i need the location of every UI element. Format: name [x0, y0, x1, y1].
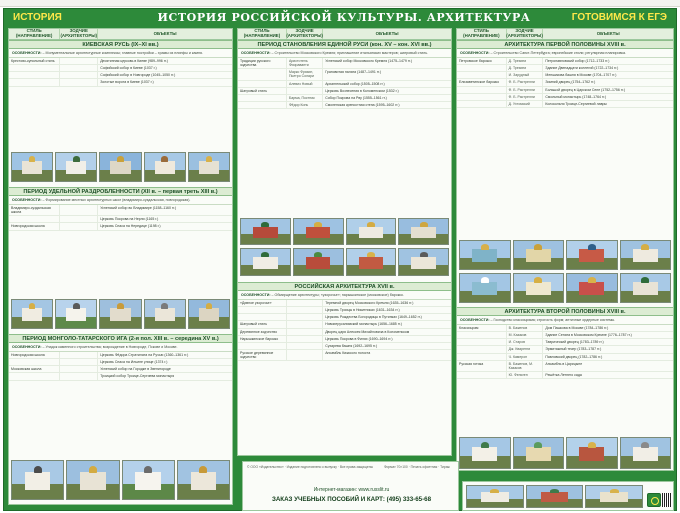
section-features: ОСОБЕННОСТИ: – Строительство Санкт-Петербурга; европейские стили; регулярная планировка. — [457, 49, 673, 58]
table-row: Владимиро-суздальская школа Успенский собор во Владимире (1158–1160 гг.) — [9, 205, 232, 216]
section-rows — [9, 352, 232, 380]
architecture-photo — [11, 299, 53, 329]
architecture-photo — [11, 460, 64, 500]
section-title: РОССИЙСКАЯ АРХИТЕКТУРА XVII в. — [238, 282, 451, 291]
section-rows — [457, 58, 673, 108]
architecture-photo — [398, 218, 449, 245]
section-title: ПЕРИОД СТАНОВЛЕНИЯ ЕДИНОЙ РУСИ (кон. XV – кон. XVI вв.) — [238, 40, 451, 49]
architecture-photo — [122, 460, 175, 500]
architecture-photo — [346, 218, 397, 245]
architecture-photo — [177, 460, 230, 500]
column-architect-label: ЗОДЧИЕ (АРХИТЕКТОРЫ) — [506, 28, 543, 38]
table-row: Д. Трезини Здание Двенадцати коллегий (1722–1734 гг.) — [457, 65, 673, 72]
column-style-label: СТИЛЬ (НАПРАВЛЕНИЕ) — [238, 29, 287, 39]
architecture-photo — [459, 437, 511, 469]
table-row: Сухарева башня (1692–1695 гг.) — [238, 343, 451, 350]
section-features: ОСОБЕННОСТИ: – Господство классицизма; строгость форм; античные ордерные системы. — [457, 316, 673, 325]
architecture-photo — [566, 240, 618, 270]
architecture-photo — [513, 437, 565, 469]
section-features: ОСОБЕННОСТИ: – Строительство Московского Кремля; приглашение итальянских мастеров; шатровый стиль. — [238, 49, 451, 58]
architecture-photo — [240, 248, 291, 276]
table-row: Русская готика В. Баженов, М. Казаков Ансамбль в Царицыне — [457, 361, 673, 372]
table-row: Ю. Фельтен Решётка Летнего сада — [457, 372, 673, 379]
table-row: Петровское барокко Д. Трезини Петропавловский собор (1712–1733 гг.) — [457, 58, 673, 65]
architecture-photo — [513, 273, 565, 303]
section-features: ОСОБЕННОСТИ: – Монументальные архитектурные комплексы; главные постройки – храмы из плинфы и камня. — [9, 49, 232, 58]
section-udel — [9, 187, 232, 332]
table-row: Русское деревянное зодчество Ансамбль Кижского погоста — [238, 350, 451, 361]
photo-strip — [459, 240, 671, 270]
table-row: Новгородская школа Церковь Фёдора Стратилата на Ручью (1360–1361 гг.) — [9, 352, 232, 359]
table-row: Шатровый стиль Церковь Вознесения в Коломенском (1532 г.) — [238, 88, 451, 95]
table-row: Классицизм В. Баженов Дом Пашкова в Москве (1784–1786 гг.) — [457, 325, 673, 332]
footer-publisher — [242, 461, 459, 511]
architecture-photo — [144, 152, 186, 182]
print-info-text: Формат 70×100 · Печать офсетная · Тираж — [384, 465, 450, 469]
poster — [3, 8, 677, 511]
poster-title: ИСТОРИЯ РОССИЙСКОЙ КУЛЬТУРЫ. АРХИТЕКТУРА — [157, 11, 531, 24]
column-objects-label: ОБЪЕКТЫ — [375, 30, 399, 36]
column-header — [238, 29, 451, 40]
section-mongol — [9, 334, 232, 505]
architecture-photo — [526, 485, 584, 508]
table-row: Ф. Б. Растрелли Большой дворец в Царском Селе (1752–1756 гг.) — [457, 87, 673, 94]
section-title: АРХИТЕКТУРА ПЕРВОЙ ПОЛОВИНЫ XVIII в. — [457, 40, 673, 49]
photo-strip — [240, 218, 449, 245]
architecture-photo — [466, 485, 524, 508]
table-row: Традиции русского зодчества Аристотель Фиораванти Успенский собор Московского Кремля (1475–1479 гг.) — [238, 58, 451, 69]
architecture-photo — [240, 218, 291, 245]
table-row: Нарышкинское барокко Церковь Покрова в Филях (1690–1694 гг.) — [238, 336, 451, 343]
section-rows — [9, 205, 232, 230]
photo-strip — [11, 152, 230, 182]
table-row: Крестово-купольный стиль Десятинная церковь в Киеве (989–996 гг.) — [9, 58, 232, 65]
table-row: Софийский собор в Новгороде (1045–1050 гг.) — [9, 72, 232, 79]
section-rus — [238, 40, 451, 280]
column-architect-label: ЗОДЧИЕ (АРХИТЕКТОРЫ) — [286, 28, 323, 38]
architecture-photo — [188, 299, 230, 329]
architecture-photo — [585, 485, 643, 508]
exam-label: ГОТОВИМСЯ К ЕГЭ — [571, 12, 667, 23]
architecture-photo — [346, 248, 397, 276]
section-features: ОСОБЕННОСТИ: – Упадок каменного строительства; возрождение в Новгороде, Пскове и Москве. — [9, 343, 232, 352]
section-kiev — [9, 40, 232, 185]
publisher-logo-icon — [647, 493, 661, 507]
architecture-photo — [55, 152, 97, 182]
order-phone: ЗАКАЗ УЧЕБНЫХ ПОСОБИЙ И КАРТ: (495) 333-65-68 — [271, 496, 432, 503]
architecture-photo — [293, 218, 344, 245]
architecture-photo — [398, 248, 449, 276]
viewer-strip — [0, 0, 680, 7]
architecture-photo — [144, 299, 186, 329]
table-row: Марко Фрязин, Пьетро Солари Грановитая палата (1487–1491 гг.) — [238, 69, 451, 80]
column-left — [8, 28, 233, 505]
column-header — [457, 29, 673, 40]
subject-label: ИСТОРИЯ — [13, 12, 62, 23]
table-row: Церковь Рождества Богородицы в Путинках (1649–1652 гг.) — [238, 314, 451, 321]
imprint-text: © ООО «Издательство» · Издание подготовлено к выпуску · Все права защищены — [247, 465, 373, 469]
column-style-label: СТИЛЬ (НАПРАВЛЕНИЕ) — [457, 29, 507, 39]
table-row: Троицкий собор Троице-Сергиева монастыря — [9, 373, 232, 380]
architecture-photo — [459, 240, 511, 270]
architecture-photo — [293, 248, 344, 276]
shop-link[interactable]: Интернет-магазин: www.russlit.ru — [313, 487, 390, 493]
table-row: Ф. Б. Растрелли Смольный монастырь (1748–1764 гг.) — [457, 94, 673, 101]
table-row: Ч. Камерон Павловский дворец (1782–1786 гг.) — [457, 354, 673, 361]
table-row: Шатровый стиль Новоиерусалимский монастырь (1656–1685 гг.) — [238, 321, 451, 328]
table-row: М. Казаков Здание Сената в Московском Кремле (1776–1787 гг.) — [457, 332, 673, 339]
architecture-photo — [66, 460, 119, 500]
photo-strip — [459, 273, 671, 303]
architecture-photo — [513, 240, 565, 270]
architecture-photo — [620, 437, 672, 469]
column-architect-label: ЗОДЧИЕ (АРХИТЕКТОРЫ) — [60, 28, 98, 38]
architecture-photo — [459, 273, 511, 303]
table-row: Д. Ухтомский Колокольня Троице-Сергиевой лавры — [457, 101, 673, 108]
architecture-photo — [620, 273, 672, 303]
architecture-photo — [566, 437, 618, 469]
section-title: ПЕРИОД УДЕЛЬНОЙ РАЗДРОБЛЕННОСТИ (XII в. – первая треть XIII в.) — [9, 187, 232, 196]
table-row: Деревянное зодчество Дворец царя Алексея Михайловича в Коломенском — [238, 329, 451, 336]
column-header — [9, 29, 232, 40]
table-row: И. Зарудный Меншикова башня в Москве (1704–1707 гг.) — [457, 72, 673, 79]
table-row: Дж. Кваренги Эрмитажный театр (1783–1787 гг.) — [457, 346, 673, 353]
column-objects-label: ОБЪЕКТЫ — [153, 30, 177, 36]
section-rows — [9, 58, 232, 86]
table-row: Церковь Спаса на Ильине улице (1374 г.) — [9, 359, 232, 366]
table-row: Церковь Покрова на Нерли (1165 г.) — [9, 216, 232, 223]
table-row: Елизаветинское барокко Ф. Б. Растрелли Зимний дворец (1754–1762 гг.) — [457, 79, 673, 86]
column-right — [456, 28, 674, 471]
architecture-photo — [99, 299, 141, 329]
section-xviii-second-half — [457, 307, 673, 471]
section-xviii-first-half — [457, 40, 673, 305]
architecture-photo — [55, 299, 97, 329]
photo-strip — [466, 485, 643, 508]
section-features: ОСОБЕННОСТИ: – Формирование местных архитектурных школ (владимиро-суздальская, новгородская). — [9, 196, 232, 205]
table-row: Московская школа Успенский собор на Городке в Звенигороде — [9, 366, 232, 373]
table-row: Фёдор Конь Смоленская крепостная стена (1595–1602 гг.) — [238, 102, 451, 109]
section-title: ПЕРИОД МОНГОЛО-ТАТАРСКОГО ИГА (2-я пол. XIII в. – середина XV в.) — [9, 334, 232, 343]
section-rows — [238, 300, 451, 361]
table-row: Золотые ворота в Киеве (1037 г.) — [9, 79, 232, 86]
table-row: «Дивное узорочье» Теремной дворец Московского Кремля (1635–1636 гг.) — [238, 300, 451, 307]
table-row: Церковь Троицы в Никитниках (1631–1634 гг.) — [238, 307, 451, 314]
photo-strip — [11, 299, 230, 329]
architecture-photo — [566, 273, 618, 303]
photo-strip — [459, 437, 671, 469]
architecture-photo — [620, 240, 672, 270]
table-row: Барма, Постник Собор Покрова на Рву (1555–1561 гг.) — [238, 95, 451, 102]
column-objects-label: ОБЪЕКТЫ — [596, 30, 620, 36]
architecture-photo — [99, 152, 141, 182]
section-features: ОСОБЕННОСТИ: – Обмирщение архитектуры; «узорочье»; нарышкинское (московское) барокко. — [238, 291, 451, 300]
photo-strip — [240, 248, 449, 276]
photo-strip — [11, 460, 230, 500]
table-row: Новгородская школа Церковь Спаса на Нередице (1198 г.) — [9, 223, 232, 230]
column-middle — [237, 28, 452, 456]
barcode-icon — [662, 493, 672, 507]
architecture-photo — [188, 152, 230, 182]
table-row: Алевиз Новый Архангельский собор (1505–1508 гг.) — [238, 81, 451, 88]
section-title: АРХИТЕКТУРА ВТОРОЙ ПОЛОВИНЫ XVIII в. — [457, 307, 673, 316]
table-row: Софийский собор в Киеве (1037 г.) — [9, 65, 232, 72]
footer-photos — [462, 481, 674, 511]
table-row: И. Старов Таврический дворец (1783–1789 гг.) — [457, 339, 673, 346]
section-rows — [457, 325, 673, 379]
column-style-label: СТИЛЬ (НАПРАВЛЕНИЕ) — [9, 29, 60, 39]
section-title: КИЕВСКАЯ РУСЬ (IX–XI вв.) — [9, 40, 232, 49]
section-rows — [238, 58, 451, 109]
section-xvii — [238, 282, 451, 456]
architecture-photo — [11, 152, 53, 182]
